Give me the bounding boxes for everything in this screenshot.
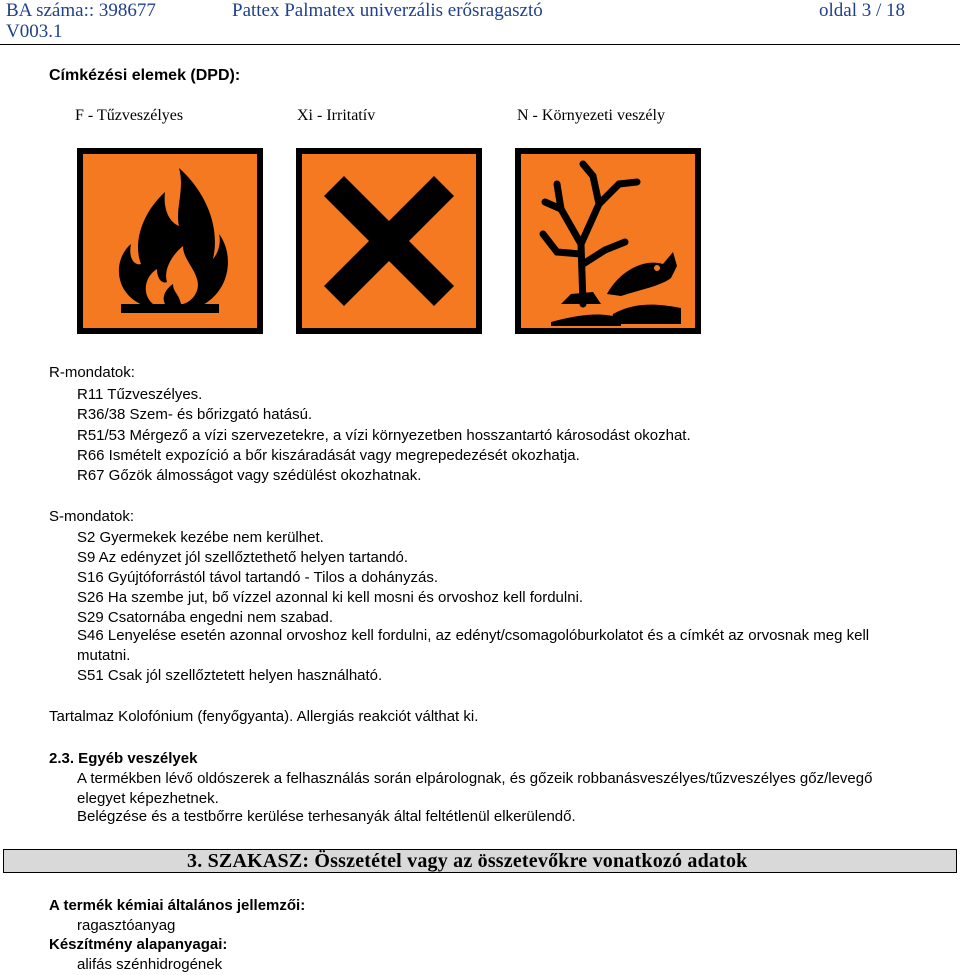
s-phrase-item: S16 Gyújtóforrástól távol tartandó - Tilos a dohányzás.	[77, 569, 439, 586]
product-title: Pattex Palmatex univerzális erősragasztó	[232, 0, 543, 21]
other-hazards-line: elegyet képezhetnek.	[77, 790, 219, 807]
r-phrase-item: R36/38 Szem- és bőrizgató hatású.	[77, 406, 313, 423]
ba-number: BA száma:: 398677	[6, 0, 156, 21]
other-hazards-line: A termékben lévő oldószerek a felhasználás során elpárolognak, és gőzeik robbanásveszélyes/tűzveszélyes gőz/levegő	[77, 770, 873, 787]
other-hazards-heading: 2.3. Egyéb veszélyek	[49, 750, 198, 767]
s-phrase-item: S51 Csak jól szellőztetett helyen használható.	[77, 667, 383, 684]
base-label: Készítmény alapanyagai:	[49, 936, 228, 953]
s-phrase-item: S9 Az edényzet jól szellőztethető helyen tartandó.	[77, 549, 409, 566]
contains-note: Tartalmaz Kolofónium (fenyőgyanta). Allergiás reakciót válthat ki.	[49, 708, 479, 725]
s-phrase-item: S2 Gyermekek kezébe nem kerülhet.	[77, 529, 324, 546]
s-phrases-heading: S-mondatok:	[49, 508, 135, 525]
flame-icon	[83, 154, 257, 328]
page-number: oldal 3 / 18	[819, 0, 906, 21]
r-phrase-item: R66 Ismételt expozíció a bőr kiszáradását vagy megrepedezését okozhatja.	[77, 447, 580, 464]
s-phrase-item: S29 Csatornába engedni nem szabad.	[77, 609, 334, 626]
header-divider	[0, 44, 960, 45]
r-phrase-item: R11 Tűzveszélyes.	[77, 386, 203, 403]
caption-flammable: F - Tűzveszélyes	[75, 107, 184, 124]
flammable-pictogram	[77, 148, 263, 334]
base-value: alifás szénhidrogének	[77, 956, 223, 973]
general-label: A termék kémiai általános jellemzői:	[49, 897, 306, 914]
r-phrases-heading: R-mondatok:	[49, 364, 135, 381]
irritant-pictogram	[296, 148, 482, 334]
environment-pictogram	[515, 148, 701, 334]
cross-icon	[302, 154, 476, 328]
s-phrase-item: S26 Ha szembe jut, bő vízzel azonnal ki kell mosni és orvoshoz kell fordulni.	[77, 589, 584, 606]
dead-tree-fish-icon	[521, 154, 695, 328]
r-phrase-item: R51/53 Mérgező a vízi szervezetekre, a vízi környezetben hosszantartó károsodást okozhat.	[77, 427, 691, 444]
general-value: ragasztóanyag	[77, 917, 176, 934]
caption-irritant: Xi - Irritatív	[297, 107, 376, 124]
s-phrase-item: S46 Lenyelése esetén azonnal orvoshoz kell fordulni, az edényt/csomagolóburkolatot és a címkét az orvosnak meg kell	[77, 627, 870, 644]
r-phrase-item: R67 Gőzök álmosságot vagy szédülést okozhatnak.	[77, 467, 422, 484]
version-label: V003.1	[6, 21, 63, 42]
section3-title: 3. SZAKASZ: Összetétel vagy az összetevőkre vonatkozó adatok	[187, 850, 748, 872]
s-phrase-item: mutatni.	[77, 647, 131, 664]
labeling-heading: Címkézési elemek (DPD):	[49, 67, 241, 84]
caption-environment: N - Környezeti veszély	[517, 107, 665, 124]
other-hazards-line: Belégzése és a testbőrre kerülése terhesanyák által feltétlenül elkerülendő.	[77, 808, 576, 825]
